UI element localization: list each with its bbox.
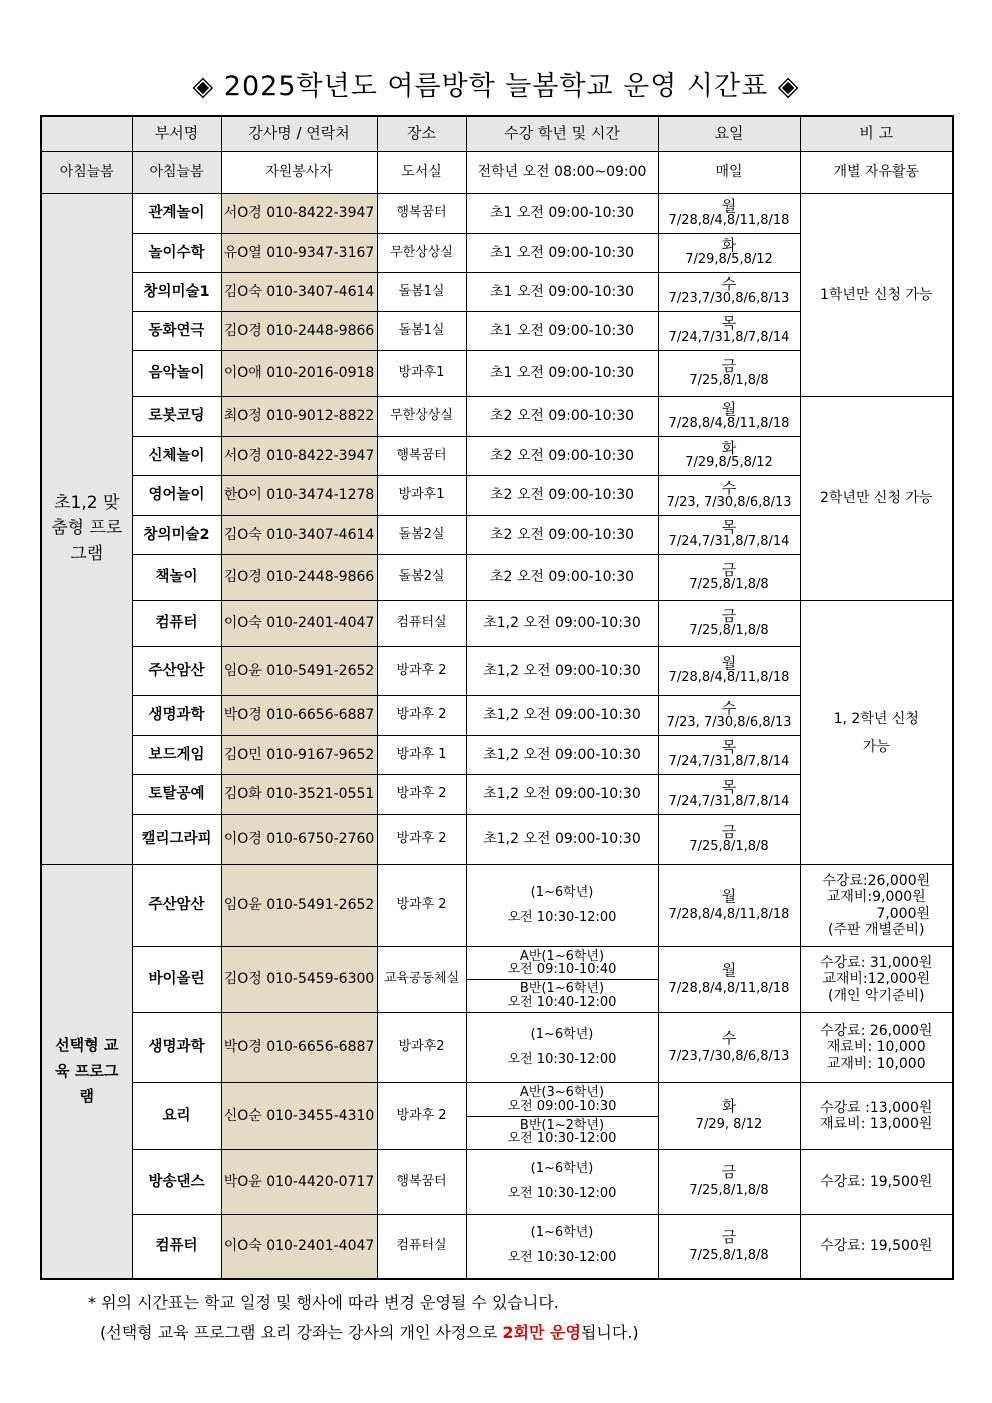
category-cell [41,194,132,865]
place-cell: 방과후 1 [377,736,466,775]
place-cell: 교육공동체실 [377,947,466,1013]
time-slot-a-grade: A반(3~6학년) [519,1085,605,1101]
note-cell [800,194,953,397]
dept-cell: 책놀이 [132,555,221,601]
table-row [41,1013,953,1083]
note-cell [800,397,953,601]
place-cell: 행복꿈터 [377,437,466,476]
time-cell: 초1 오전 09:00-10:30 [466,273,658,312]
place-cell: 방과후1 [377,351,466,397]
dept-cell: 음악놀이 [132,351,221,397]
dates-label: 7/29,8/5,8/12 [685,455,773,471]
time-slot-b-grade: B반(1~6학년) [519,981,605,996]
grade-label: (1~6학년) [530,884,594,900]
note-cell: 개별 자유활동 [800,152,953,194]
place-cell: 행복꿈터 [377,1150,466,1215]
time-slot-a [467,1084,658,1115]
day-label: 월 [721,196,737,215]
note-cell [800,1215,953,1279]
table-row [41,397,953,437]
footnote-2-end: 됩니다.) [580,1323,639,1342]
table-row [41,865,953,947]
teacher-cell: 김O정 010-5459-6300 [221,947,377,1013]
day-cell [658,437,800,476]
teacher-cell: 최O정 010-9012-8822 [221,397,377,437]
dept-cell: 컴퓨터 [132,1215,221,1279]
table-row [41,601,953,647]
time-cell: 초2 오전 09:00-10:30 [466,397,658,437]
dates-label: 7/29,8/5,8/12 [685,252,773,268]
place-cell: 행복꿈터 [377,194,466,234]
dept-cell: 생명과학 [132,1013,221,1083]
day-cell [658,947,800,1013]
dept-cell: 보드게임 [132,736,221,775]
dept-cell: 바이올린 [132,947,221,1013]
day-cell [658,815,800,865]
note-cell [800,865,953,947]
header-cell-note: 비 고 [800,116,953,152]
place-cell: 돌봄1실 [377,312,466,351]
place-cell: 방과후 2 [377,815,466,865]
fee-line: 수강료: 26,000원 [820,1023,933,1040]
schedule-table [40,115,954,1280]
footnote-1: * 위의 시간표는 학교 일정 및 행사에 따라 변경 운영될 수 있습니다. [88,1293,559,1312]
note-cell [800,1083,953,1150]
dept-cell: 요리 [132,1083,221,1150]
day-label: 월 [721,654,737,673]
place-cell: 방과후 2 [377,775,466,815]
dept-cell: 생명과학 [132,696,221,736]
day-label: 금 [721,356,737,375]
fee-line: 7,000원 [876,905,930,922]
place-cell: 돌봄1실 [377,273,466,312]
day-label: 월 [721,886,737,905]
fee-line: 수강료 :13,000원 [820,1099,933,1116]
fee-line: 교재비: 10,000 [826,1055,926,1072]
teacher-cell: 박O경 010-6656-6887 [221,696,377,736]
day-label: 금 [721,560,737,579]
dates-label: 7/23, 7/30,8/6,8/13 [666,494,792,510]
dates-label: 7/25,8/1,8/8 [689,1247,769,1263]
fee-line: (주판 개별준비) [827,921,925,938]
day-cell [658,397,800,437]
teacher-cell: 김O숙 010-3407-4614 [221,273,377,312]
header-cell-teacher: 강사명 / 연락처 [221,116,377,152]
table-row [41,1215,953,1279]
teacher-cell: 서O경 010-8422-3947 [221,194,377,234]
day-cell [658,1083,800,1150]
note-label: 1, 2학년 신청 가능 [833,710,919,755]
place-cell: 방과후2 [377,1013,466,1083]
day-label: 수 [721,698,737,717]
place-cell: 도서실 [377,152,466,194]
header-cell-category [41,116,132,152]
note-cell [800,1150,953,1215]
fee-line: 재료비: 10,000 [826,1039,926,1056]
teacher-cell: 이O숙 010-2401-4047 [221,601,377,647]
place-cell: 컴퓨터실 [377,601,466,647]
dept-cell: 창의미술2 [132,516,221,555]
dept-cell: 주산암산 [132,647,221,696]
time-slot-b-time: 오전 10:40-12:00 [507,994,617,1010]
place-cell: 돌봄2실 [377,516,466,555]
time-cell: 초1,2 오전 09:00-10:30 [466,647,658,696]
day-cell [658,736,800,775]
day-cell [658,351,800,397]
day-label: 수 [721,1028,737,1047]
day-cell [658,775,800,815]
place-cell: 컴퓨터실 [377,1215,466,1279]
page-title: ◈ 2025학년도 여름방학 늘봄학교 운영 시간표 ◈ [192,71,800,102]
dept-cell: 영어놀이 [132,476,221,516]
footnote-2-text: (선택형 교육 프로그램 요리 강좌는 강사의 개인 사정으로 [100,1323,503,1342]
footnote-2 [100,1320,639,1343]
time-label: 오전 10:30-12:00 [507,909,617,925]
place-cell: 방과후 2 [377,696,466,736]
day-cell [658,1150,800,1215]
day-label: 금 [721,606,737,625]
day-label: 화 [721,236,737,255]
place-cell: 방과후 2 [377,1083,466,1150]
header-cell-place: 장소 [377,116,466,152]
place-cell: 돌봄2실 [377,555,466,601]
fee-line: 교재비:12,000원 [822,971,931,988]
fee-line: 수강료: 19,500원 [820,1173,933,1190]
dates-label: 7/25,8/1,8/8 [689,1183,769,1199]
day-label: 금 [721,1163,737,1182]
dates-label: 7/25,8/1,8/8 [689,622,769,638]
dates-label: 7/24,7/31,8/7,8/14 [668,754,790,770]
dates-label: 7/25,8/1,8/8 [689,372,769,388]
time-slot-a [467,948,658,979]
time-label: 오전 10:30-12:00 [507,1186,617,1201]
category-cell [41,865,132,1279]
dates-label: 7/28,8/4,8/11,8/18 [668,670,790,686]
dates-label: 7/25,8/1,8/8 [689,838,769,854]
day-cell [658,234,800,273]
day-cell [658,647,800,696]
day-cell [658,312,800,351]
header-cell-time: 수강 학년 및 시간 [466,116,658,152]
time-cell: 초1 오전 09:00-10:30 [466,234,658,273]
time-cell: 초1 오전 09:00-10:30 [466,194,658,234]
table-row [41,1083,953,1150]
note-cell [800,947,953,1013]
day-label: 수 [721,275,737,294]
dates-label: 7/28,8/4,8/11,8/18 [668,415,790,431]
time-cell [466,1150,658,1215]
day-cell [658,555,800,601]
place-cell: 무한상상실 [377,397,466,437]
dept-cell: 주산암산 [132,865,221,947]
day-label: 수 [721,478,737,497]
dates-label: 7/23, 7/30,8/6,8/13 [666,714,792,730]
place-cell: 방과후 2 [377,865,466,947]
time-cell: 초2 오전 09:00-10:30 [466,555,658,601]
dates-label: 7/23,7/30,8/6,8/13 [668,291,790,307]
grade-label: (1~6학년) [530,1026,594,1042]
time-cell: 전학년 오전 08:00~09:00 [466,152,658,194]
fee-line: 재료비: 13,000원 [820,1116,933,1132]
header-row [41,116,953,152]
dates-label: 7/23,7/30,8/6,8/13 [668,1048,790,1064]
dept-cell: 동화연극 [132,312,221,351]
teacher-cell: 임O윤 010-5491-2652 [221,865,377,947]
day-label: 월 [721,960,737,979]
table-row [41,152,953,194]
time-slot-b [467,1116,658,1148]
table-row [41,1150,953,1215]
teacher-cell: 박O윤 010-4420-0717 [221,1150,377,1215]
dept-cell: 캘리그라피 [132,815,221,865]
dates-label: 7/28,8/4,8/11,8/18 [668,212,790,228]
teacher-cell: 유O열 010-9347-3167 [221,234,377,273]
dates-label: 7/25,8/1,8/8 [689,576,769,592]
dates-label: 7/24,7/31,8/7,8/14 [668,793,790,809]
teacher-cell: 임O윤 010-5491-2652 [221,647,377,696]
teacher-cell: 이O경 010-6750-2760 [221,815,377,865]
dates-label: 7/24,7/31,8/7,8/14 [668,534,790,550]
day-cell [658,865,800,947]
teacher-cell: 김O경 010-2448-9866 [221,555,377,601]
teacher-cell: 김O경 010-2448-9866 [221,312,377,351]
day-label: 화 [721,1097,737,1116]
day-label: 목 [721,518,737,537]
time-cell [466,1083,658,1150]
note-label: 2학년만 신청 가능 [820,490,933,507]
dept-cell: 토탈공예 [132,775,221,815]
teacher-cell: 김O화 010-3521-0551 [221,775,377,815]
dept-cell: 신체놀이 [132,437,221,476]
time-slot-b-time: 오전 10:30-12:00 [507,1131,617,1147]
note-cell [800,1013,953,1083]
time-cell [466,1215,658,1279]
time-slot-b [467,979,658,1011]
teacher-cell: 이O숙 010-2401-4047 [221,1215,377,1279]
time-cell: 초1,2 오전 09:00-10:30 [466,696,658,736]
category-label: 선택형 교육 프로그램 [55,1036,119,1105]
time-cell: 초2 오전 09:00-10:30 [466,476,658,516]
day-cell [658,516,800,555]
place-cell: 방과후 2 [377,647,466,696]
fee-line: (개인 악기준비) [827,987,925,1004]
teacher-cell: 한O이 010-3474-1278 [221,476,377,516]
day-cell [658,1215,800,1279]
header-cell-dept: 부서명 [132,116,221,152]
day-cell [658,476,800,516]
day-cell [658,194,800,234]
place-cell: 방과후1 [377,476,466,516]
table-row [41,947,953,1013]
dept-cell: 놀이수학 [132,234,221,273]
day-cell [658,601,800,647]
category-cell: 아침늘봄 [41,152,132,194]
teacher-cell: 김O민 010-9167-9652 [221,736,377,775]
time-cell: 초1 오전 09:00-10:30 [466,312,658,351]
day-label: 월 [721,399,737,418]
teacher-cell: 자원봉사자 [221,152,377,194]
day-cell [658,696,800,736]
header-cell-day: 요일 [658,116,800,152]
time-cell: 초2 오전 09:00-10:30 [466,437,658,476]
teacher-cell: 이O애 010-2016-0918 [221,351,377,397]
dates-label: 7/28,8/4,8/11,8/18 [668,980,790,996]
time-cell: 초1,2 오전 09:00-10:30 [466,601,658,647]
dept-cell: 창의미술1 [132,273,221,312]
time-slot-a-grade: A반(1~6학년) [519,948,605,964]
dates-label: 7/28,8/4,8/11,8/18 [668,906,790,922]
day-cell [658,1013,800,1083]
time-cell: 초1,2 오전 09:00-10:30 [466,736,658,775]
time-cell: 초2 오전 09:00-10:30 [466,516,658,555]
time-slot-a-time: 오전 09:10-10:40 [507,962,617,978]
dept-cell: 방송댄스 [132,1150,221,1215]
time-cell [466,1013,658,1083]
time-cell [466,865,658,947]
grade-label: (1~6학년) [530,1225,594,1241]
teacher-cell: 서O경 010-8422-3947 [221,437,377,476]
dates-label: 7/24,7/31,8/7,8/14 [668,330,790,346]
time-label: 오전 10:30-12:00 [507,1051,617,1067]
day-cell [658,273,800,312]
place-cell: 무한상상실 [377,234,466,273]
note-cell [800,601,953,865]
fee-line: 수강료: 19,500원 [820,1238,933,1255]
day-label: 금 [721,1227,737,1246]
table-row [41,194,953,234]
dept-cell: 로봇코딩 [132,397,221,437]
teacher-cell: 박O경 010-6656-6887 [221,1013,377,1083]
time-cell [466,947,658,1013]
grade-label: (1~6학년) [530,1161,594,1177]
teacher-cell: 김O숙 010-3407-4614 [221,516,377,555]
time-label: 오전 10:30-12:00 [507,1250,617,1266]
day-label: 목 [721,777,737,796]
time-cell: 초1,2 오전 09:00-10:30 [466,775,658,815]
time-cell: 초1 오전 09:00-10:30 [466,351,658,397]
category-label: 초1,2 맞춤형 프로그램 [51,492,123,564]
dept-cell: 컴퓨터 [132,601,221,647]
fee-line: 수강료: 31,000원 [820,955,933,972]
day-cell: 매일 [658,152,800,194]
dept-cell: 관계놀이 [132,194,221,234]
fee-line: 교재비:9,000원 [826,889,926,906]
time-slot-b-grade: B반(1~2학년) [519,1117,605,1133]
dept-cell: 아침늘봄 [132,152,221,194]
dates-label: 7/29, 8/12 [695,1117,763,1133]
note-label: 1학년만 신청 가능 [820,286,933,303]
time-slot-a-time: 오전 09:00-10:30 [507,1098,617,1114]
day-label: 화 [721,439,737,458]
teacher-cell: 신O순 010-3455-4310 [221,1083,377,1150]
day-label: 목 [721,314,737,333]
day-label: 목 [721,738,737,757]
day-label: 금 [721,822,737,841]
time-cell: 초1,2 오전 09:00-10:30 [466,815,658,865]
fee-line: 수강료:26,000원 [822,873,931,890]
footnote-2-highlight: 2회만 운영 [502,1323,581,1342]
